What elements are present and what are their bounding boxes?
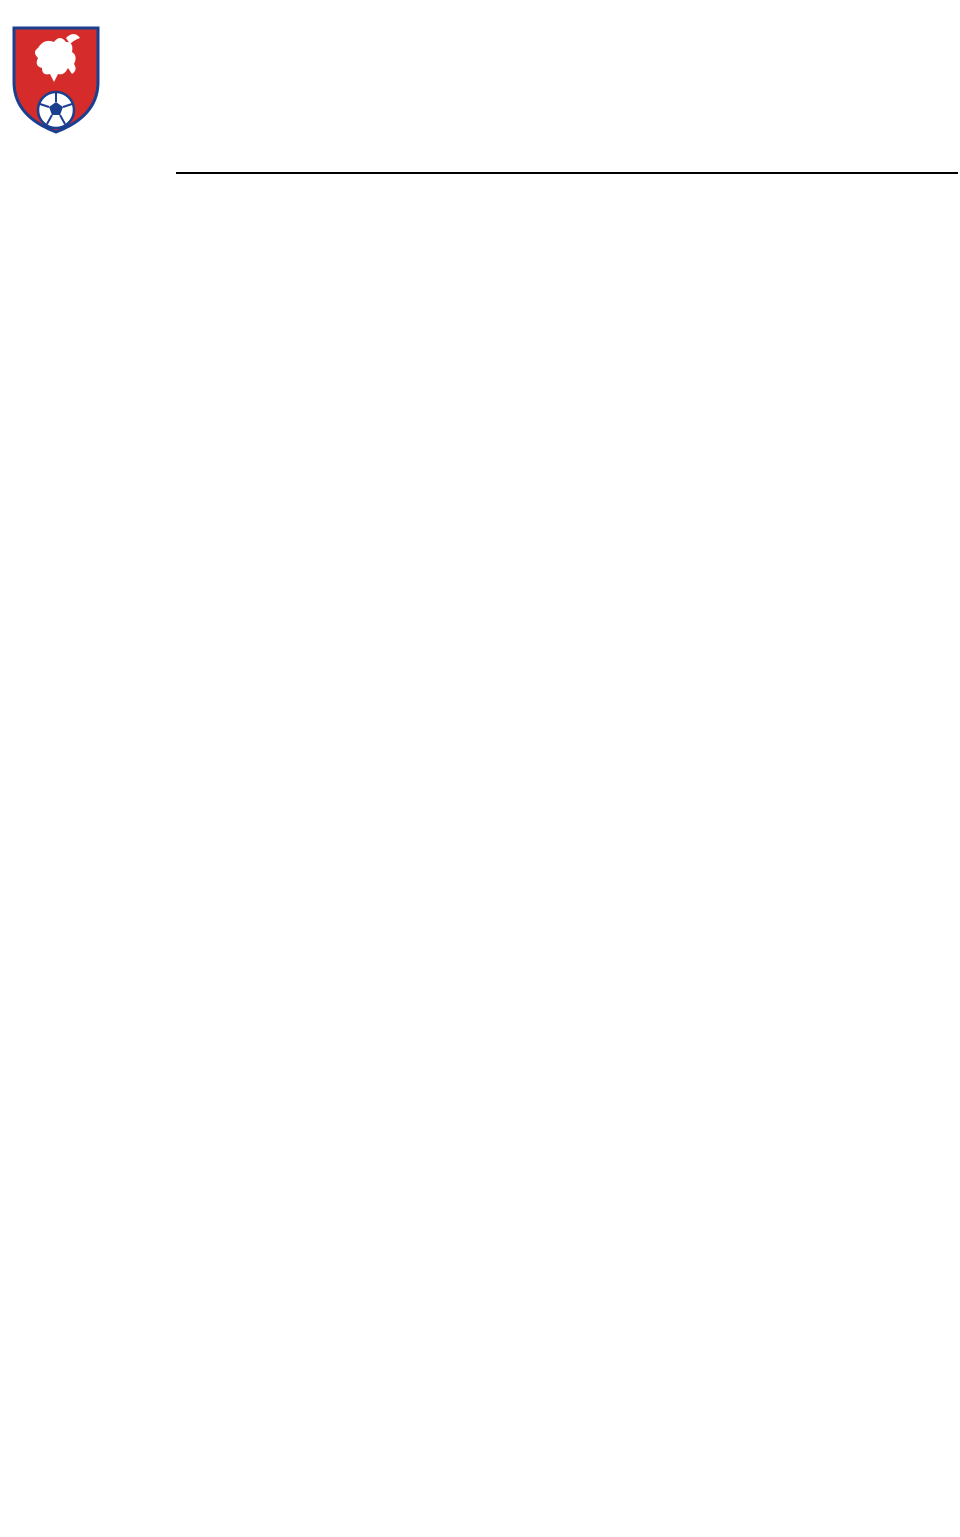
- facr-emblem-icon: [8, 4, 104, 144]
- header-divider: [176, 172, 958, 174]
- facr-logo: [8, 4, 104, 144]
